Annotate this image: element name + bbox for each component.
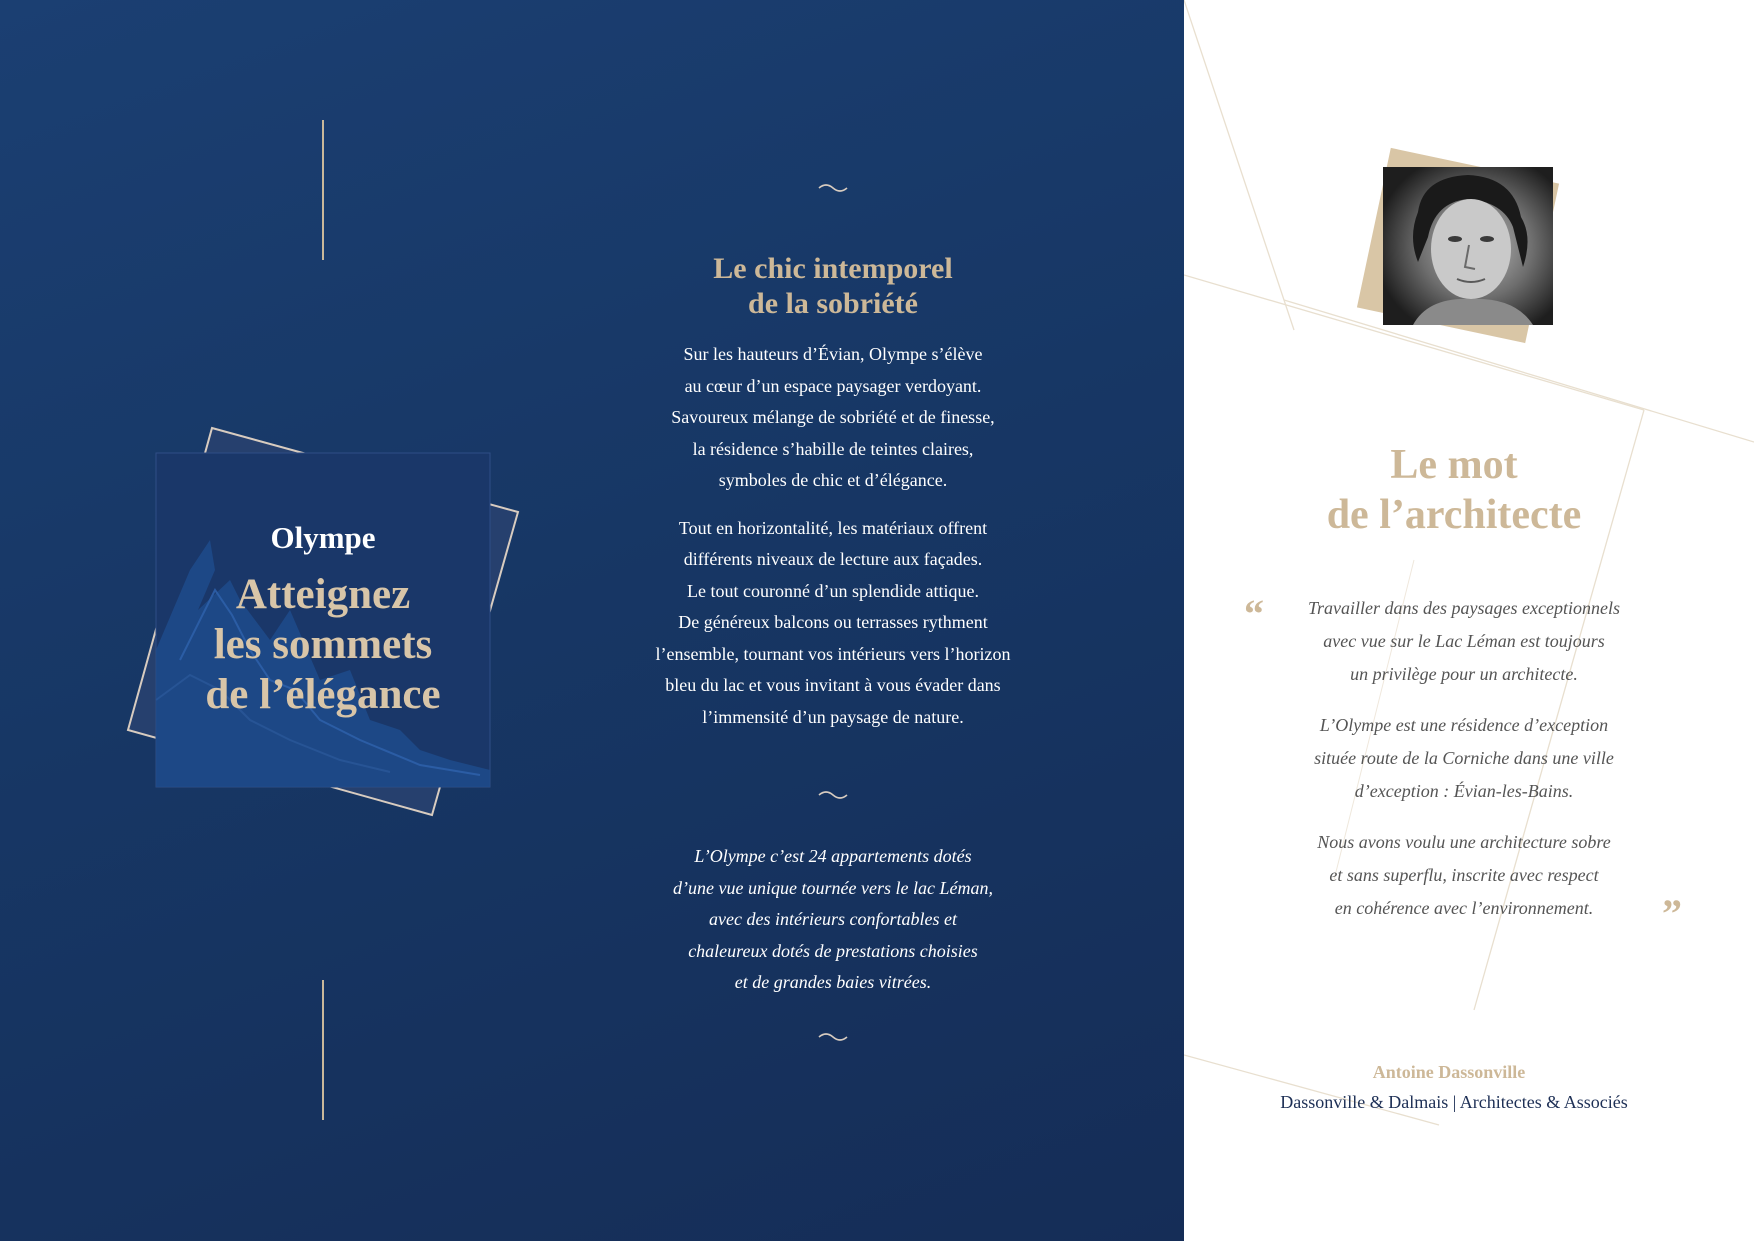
slogan-line: les sommets (213, 621, 433, 668)
top-vertical-rule (322, 120, 324, 260)
text-line: et de grandes baies vitrées. (734, 972, 932, 992)
text-line: la résidence s’habille de teintes claires, (692, 438, 974, 459)
intro-paragraph (620, 339, 1046, 497)
text-line: l’ensemble, tournant vos intérieurs vers l’horizon (655, 643, 1011, 664)
architect-quote (1274, 592, 1654, 925)
quote-line: Nous avons voulu une architecture sobre (1317, 832, 1611, 852)
text-line: différents niveaux de lecture aux façades. (683, 549, 983, 569)
quote-line: d’exception : Évian-les-Bains. (1354, 781, 1574, 801)
quote-line: avec vue sur le Lac Léman est toujours (1323, 631, 1605, 651)
quote-paragraph (1274, 826, 1654, 925)
text-line: Tout en horizontalité, les matériaux offrent (678, 517, 988, 538)
text-line: De généreux balcons ou terrasses rythment (678, 612, 988, 632)
architect-photo-frame (1364, 154, 1564, 344)
text-line: l’immensité d’un paysage de nature. (702, 706, 964, 727)
architect-name: Antoine Dassonville (1372, 1062, 1526, 1082)
open-quote-mark: “ (1244, 591, 1264, 636)
text-line: bleu du lac et vous invitant à vous évader dans (665, 675, 1001, 695)
quote-paragraph (1274, 592, 1654, 691)
architect-portrait-photo (1383, 167, 1553, 325)
quote-line: située route de la Corniche dans une ville (1314, 748, 1614, 768)
quote-line: un privilège pour un architecte. (1350, 664, 1578, 684)
text-line: Le tout couronné d’un splendide attique. (687, 580, 979, 601)
swash-divider-bottom (817, 1029, 849, 1045)
text-line: Savoureux mélange de sobriété et de finesse, (671, 407, 995, 427)
section-heading (620, 251, 1046, 321)
swash-divider-top (817, 180, 849, 196)
quote-line: Travailler dans des paysages exceptionnels (1308, 598, 1620, 618)
right-panel (1184, 0, 1754, 1241)
materials-paragraph (620, 513, 1046, 734)
architect-section-title (1264, 440, 1644, 540)
title-line: Le mot (1390, 442, 1518, 488)
architect-firm: Dassonville & Dalmais | Architectes & Associés (1280, 1092, 1628, 1112)
quote-line: et sans superflu, inscrite avec respect (1329, 865, 1599, 885)
text-line: au cœur d’un espace paysager verdoyant. (684, 375, 982, 396)
apartments-paragraph (620, 841, 1046, 999)
bottom-vertical-rule (322, 980, 324, 1120)
emblem-name: Olympe (270, 520, 376, 555)
close-quote-mark: ” (1662, 891, 1682, 936)
slogan-line: de l’élégance (205, 671, 441, 718)
text-line: symboles de chic et d’élégance. (718, 470, 948, 490)
olympe-emblem (120, 420, 530, 820)
quote-line: L’Olympe est une résidence d’exception (1319, 715, 1609, 735)
swash-divider-middle (817, 787, 849, 803)
emblem-slogan (156, 570, 490, 720)
emblem-text (156, 520, 490, 720)
title-line: de l’architecte (1326, 492, 1582, 538)
text-line: d’une vue unique tournée vers le lac Léman, (673, 877, 993, 898)
text-line: Sur les hauteurs d’Évian, Olympe s’élève (683, 344, 983, 364)
heading-line: Le chic intemporel (713, 252, 953, 285)
text-line: chaleureux dotés de prestations choisies (688, 940, 978, 961)
quote-paragraph (1274, 709, 1654, 808)
quote-line: en cohérence avec l’environnement. (1334, 898, 1594, 918)
center-column (620, 180, 1046, 1045)
text-line: L’Olympe c’est 24 appartements dotés (694, 846, 972, 866)
slogan-line: Atteignez (235, 571, 411, 618)
heading-line: de la sobriété (748, 287, 918, 320)
text-line: avec des intérieurs confortables et (709, 909, 957, 929)
